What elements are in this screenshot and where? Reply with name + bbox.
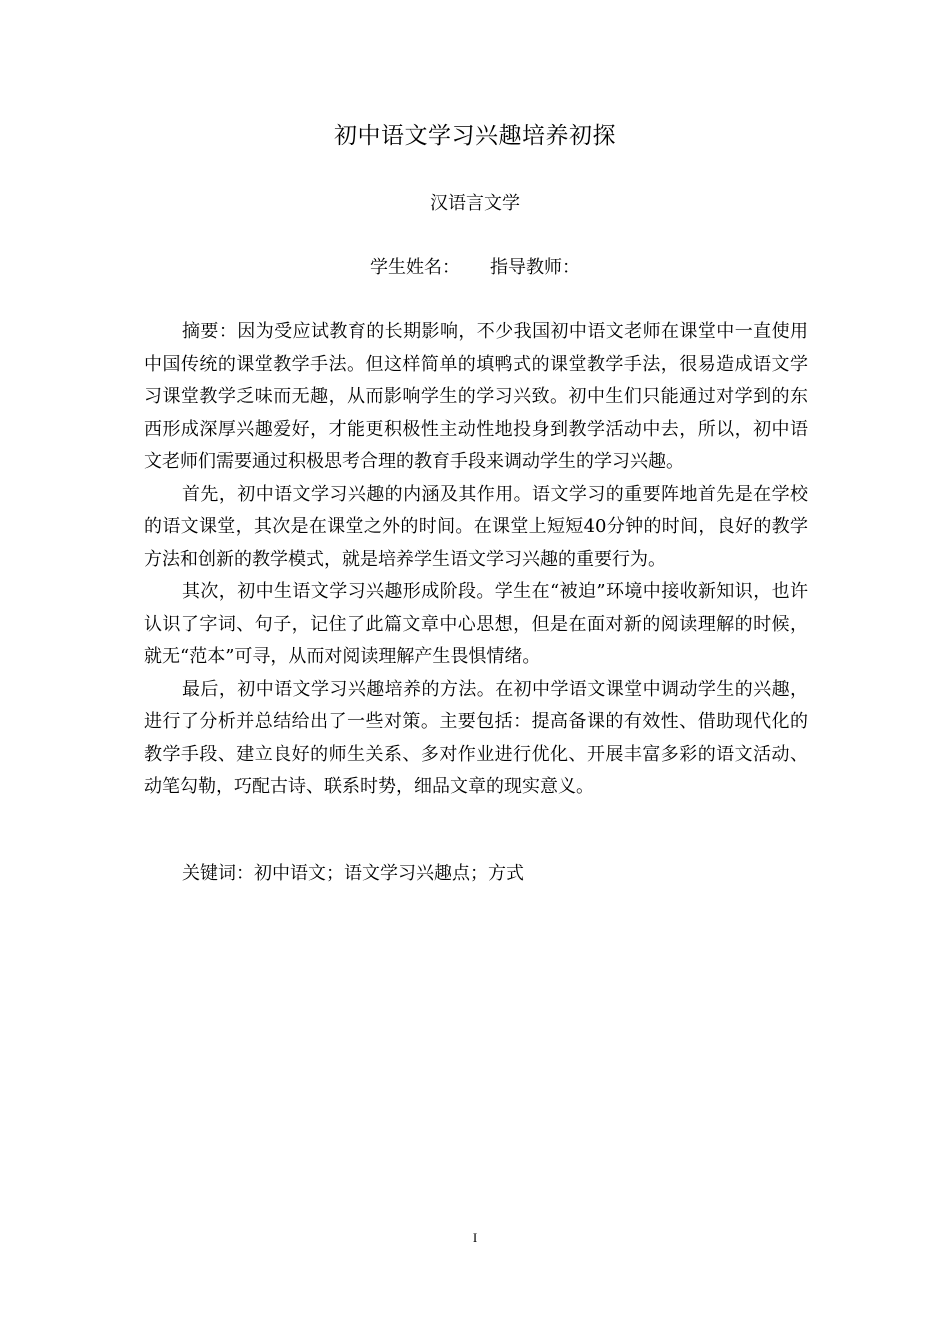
body-paragraph-1: 首先，初中语文学习兴趣的内涵及其作用。语文学习的重要阵地首先是在学校的语文课堂，其次是在课堂之外的时间。在课堂上短短40分钟的时间，良好的教学方法和创新的教学模式，就是培养学生语文学习兴趣的重要行为。: [144, 483, 808, 570]
keywords-line: [144, 858, 808, 890]
author-info-line: [0, 254, 950, 282]
abstract-paragraph: [144, 316, 808, 479]
keywords-text: ：初中语文；语文学习兴趣点；方式: [236, 863, 524, 884]
abstract-label: 摘要：: [182, 321, 238, 342]
body-paragraph-3: 最后，初中语文学习兴趣培养的方法。在初中学语文课堂中调动学生的兴趣，进行了分析并总结给出了一些对策。主要包括：提高备课的有效性、借助现代化的教学手段、建立良好的师生关系、多对作业进行优化、开展丰富多彩的语文活动、动笔勾勒，巧配古诗、联系时势，细品文章的现实意义。: [144, 678, 808, 797]
keywords-label: 关键词: [182, 863, 236, 884]
major-name: 汉语言文学: [430, 193, 520, 214]
student-name-label: 学生姓名：: [370, 257, 460, 278]
body-paragraph-2: 其次，初中生语文学习兴趣形成阶段。学生在“被迫”环境中接收新知识，也许认识了字词、句子，记住了此篇文章中心思想，但是在面对新的阅读理解的时候，就无“范本”可寻，从而对阅读理解产生畏惧情绪。: [144, 581, 808, 667]
page-number: I: [472, 1230, 478, 1245]
abstract-body: [144, 316, 808, 804]
abstract-text: 因为受应试教育的长期影响，不少我国初中语文老师在课堂中一直使用中国传统的课堂教学手法。但这样简单的填鸭式的课堂教学手法，很易造成语文学习课堂教学乏味而无趣，从而影响学生的学习兴致。初中生们只能通过对学到的东西形成深厚兴趣爱好，才能更积极性主动性地投身到教学活动中去，所以，初中语文老师们需要通过积极思考合理的教育手段来调动学生的学习兴趣。: [144, 321, 809, 472]
advisor-label: 指导教师：: [490, 257, 580, 278]
document-title: 初中语文学习兴趣培养初探: [334, 123, 616, 149]
